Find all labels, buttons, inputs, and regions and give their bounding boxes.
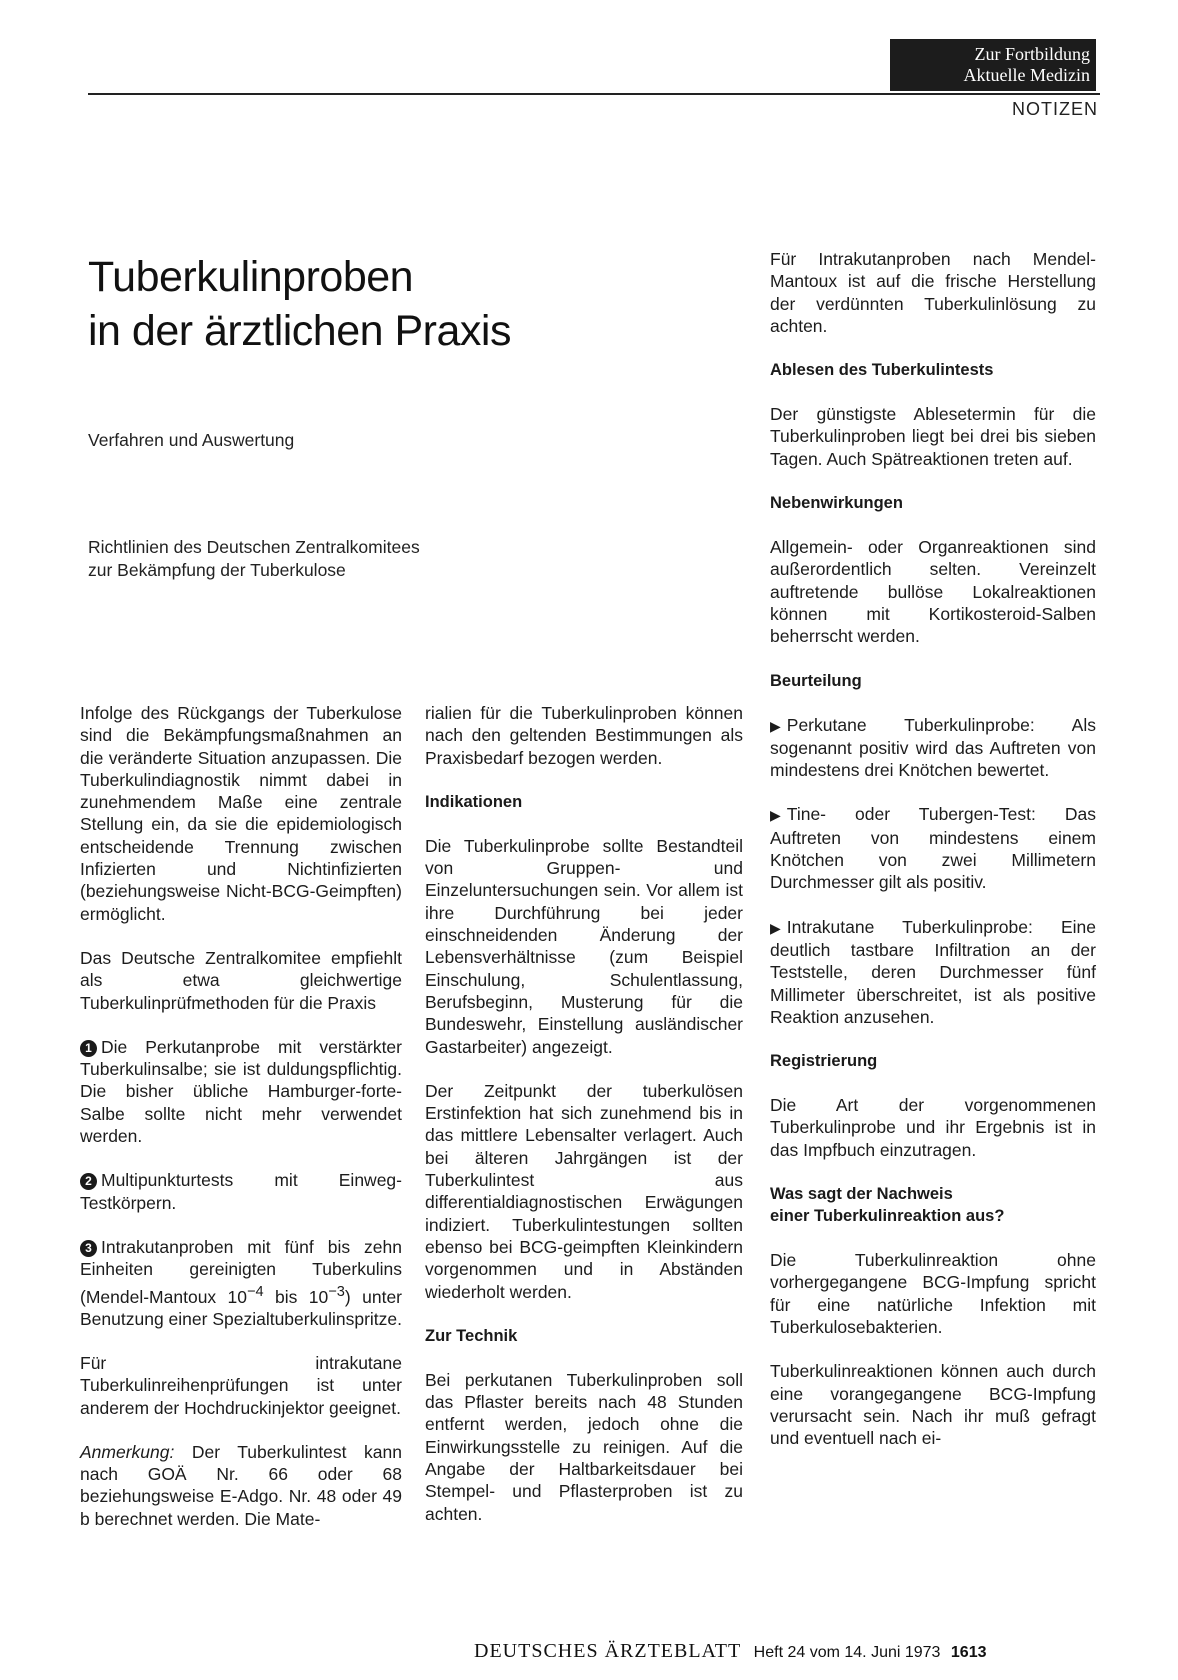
section-label: NOTIZEN (1012, 99, 1098, 119)
article-title (88, 250, 511, 358)
note-paragraph (80, 1441, 402, 1530)
list-item-text: Perkutane Tuberkulinprobe: Als sogenannt positiv wird das Auftreten von mindestens drei Knötchen bewertet. (770, 714, 1096, 781)
guideline-line-1: Richtlinien des Deutschen Zentralkomitees (88, 537, 420, 557)
paragraph: Die Tuberkulinreaktion ohne vorhergegangene BCG-Impfung spricht für eine natürliche Infektion mit Tuberkulosebakterien. (770, 1250, 1096, 1337)
heading-line: Was sagt der Nachweis (770, 1185, 953, 1204)
heading-line: einer Tuberkulinreaktion aus? (770, 1207, 1005, 1226)
list-item (770, 714, 1096, 782)
heading-nachweis (770, 1183, 1096, 1227)
paragraph: Das Deutsche Zentralkomitee empfiehlt als etwa gleichwertige Tuberkulinprüfmethoden für die Praxis (80, 947, 402, 1013)
paragraph: Tuberkulinreaktionen können auch durch eine vorangegangene BCG-Impfung verursacht sein. Nach ihr muß gefragt und eventuell nach ei- (770, 1361, 1096, 1449)
list-item (80, 1236, 402, 1330)
paragraph: Der günstigste Ablesetermin für die Tuberkulinproben liegt bei drei bis sieben Tagen. Auch Spätreaktionen treten auf. (770, 404, 1096, 469)
list-item (80, 1169, 402, 1214)
issue-info: Heft 24 vom 14. Juni 1973 (753, 1644, 941, 1661)
list-item-text: Tine- oder Tubergen-Test: Das Auftreten von mindestens einem Knötchen von zwei Millimetern Durchmesser gilt als positiv. (770, 804, 1096, 893)
paragraph: rialien für die Tuberkulinproben können nach den geltenden Bestimmungen als Praxisbedarf bezogen werden. (425, 703, 743, 768)
list-item (770, 803, 1096, 893)
triangle-bullet-icon: ▶ (770, 807, 781, 824)
paragraph: Die Tuberkulinprobe sollte Bestandteil von Gruppen- und Einzeluntersuchungen sein. Vor allem ist ihre Durchführung bei jeder einschneidenden Änderung der Lebensverhältnisse (zum Beispiel Einschulung, Schulentlassung, Berufsbeginn, Musterung für die Bundeswehr, Einstellung ausländischer Gastarbeiter) angezeigt. (425, 835, 743, 1057)
note-text: Der Tuberkulintest kann nach GOÄ Nr. 66 oder 68 beziehungsweise E-Adgo. Nr. 48 oder 49 b berechnet werden. Die Mate- (80, 1441, 402, 1529)
heading-beurteilung: Beurteilung (770, 671, 862, 690)
paragraph: Die Art der vorgenommenen Tuberkulinprobe und ihr Ergebnis ist in das Impfbuch einzutragen. (770, 1095, 1096, 1160)
number-bullet-icon: 1 (80, 1040, 97, 1057)
title-line-1: Tuberkulinproben (88, 253, 414, 301)
page-number: 1613 (950, 1644, 987, 1661)
list-item (770, 916, 1096, 1028)
paragraph: Für Intrakutanproben nach Mendel-Mantoux ist auf die frische Herstellung der verdünnten Tuberkulinlösung zu achten. (770, 249, 1096, 336)
article-subtitle: Verfahren und Auswertung (88, 430, 295, 450)
column-1 (80, 702, 402, 1552)
heading-nebenwirkungen: Nebenwirkungen (770, 494, 903, 513)
paragraph: Allgemein- oder Organreaktionen sind außerordentlich selten. Vereinzelt auftretende bullöse Lokalreaktionen können mit Kortikosteroid-Salben beherrscht werden. (770, 537, 1096, 647)
guideline-line-2: zur Bekämpfung der Tuberkulose (88, 560, 346, 580)
list-item-text: ) unter Benutzung einer Spezialtuberkulinspritze. (80, 1286, 403, 1329)
title-line-2: in der ärztlichen Praxis (88, 307, 511, 355)
triangle-bullet-icon: ▶ (770, 717, 781, 734)
exponent: −4 (247, 1283, 264, 1300)
paragraph: Für intrakutane Tuberkulinreihenprüfungen ist unter anderem der Hochdruckinjektor geeignet. (80, 1352, 402, 1418)
paragraph: Der Zeitpunkt der tuberkulösen Erstinfektion hat sich zunehmend bis in das mittlere Lebensalter verlagert. Auch bei älteren Jahrgängen ist der Tuberkulintest aus differentialdiagnostischen Erwägungen indiziert. Tuberkulintestungen sollten ebenso bei BCG-geimpften Kleinkindern vorgenommen und in Abständen wiederholt werden. (425, 1080, 743, 1302)
heading-ablesen: Ablesen des Tuberkulintests (770, 361, 994, 380)
badge-line-2: Aktuelle Medizin (963, 65, 1090, 85)
note-label: Anmerkung: (80, 1441, 175, 1462)
list-item-text: bis 10 (263, 1286, 329, 1307)
list-item-text: Intrakutane Tuberkulinprobe: Eine deutlich tastbare Infiltration an der Teststelle, deren Durchmesser fünf Millimeter überschreitet, ist als positive Reaktion anzusehen. (770, 916, 1096, 1027)
list-item-text: Multipunkturtests mit Einweg-Testkörpern. (80, 1170, 402, 1213)
page-footer (474, 1640, 987, 1663)
list-item-text: Die Perkutanprobe mit verstärkter Tuberkulinsalbe; sie ist duldungspflichtig. Die bisher übliche Hamburger-forte-Salbe sollte nicht mehr verwendet werden. (80, 1036, 402, 1147)
article-guideline (88, 536, 420, 582)
number-bullet-icon: 2 (80, 1173, 97, 1190)
list-item (80, 1036, 402, 1147)
heading-registrierung: Registrierung (770, 1052, 878, 1071)
number-bullet-icon: 3 (80, 1240, 97, 1257)
paragraph: Infolge des Rückgangs der Tuberkulose sind die Bekämpfungsmaßnahmen an die veränderte Situation anzupassen. Die Tuberkulindiagnostik nimmt dabei in zunehmendem Maße eine zentrale Stellung ein, da sie die epidemiologisch entscheidende Trennung zwischen Infizierten und Nichtinfizierten (beziehungsweise Nicht-BCG-Geimpften) ermöglicht. (80, 703, 402, 924)
column-3 (770, 248, 1096, 1471)
heading-technik: Zur Technik (425, 1326, 518, 1345)
heading-indikationen: Indikationen (425, 792, 523, 811)
header-rule (88, 93, 1100, 95)
badge-line-1: Zur Fortbildung (974, 44, 1090, 64)
section-badge (890, 39, 1096, 91)
paragraph: Bei perkutanen Tuberkulinproben soll das Pflaster bereits nach 48 Stunden entfernt werden, jedoch ohne die Einwirkungsstelle zu reinigen. Auf die Angabe der Haltbarkeitsdauer bei Stempel- und Pflasterproben ist zu achten. (425, 1369, 743, 1524)
exponent: −3 (328, 1283, 345, 1300)
magazine-name: DEUTSCHES ÄRZTEBLATT (474, 1640, 742, 1662)
column-2 (425, 702, 743, 1547)
triangle-bullet-icon: ▶ (770, 919, 781, 936)
list-item-text: Intrakutanproben mit fünf bis zehn Einheiten gereinigten Tuberkulins (Mendel-Mantoux 10 (80, 1236, 402, 1307)
